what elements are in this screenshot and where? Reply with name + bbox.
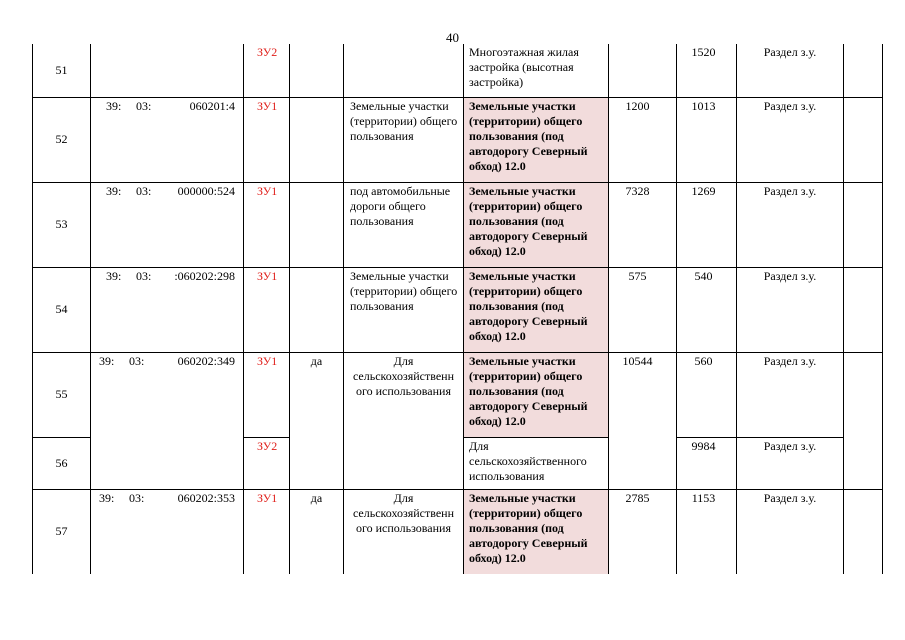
row-number: 54 [33, 267, 91, 352]
table-row [33, 182, 883, 267]
cadastral-district: 03: [136, 98, 152, 113]
zu-code: ЗУ2 [244, 44, 290, 97]
area-cell: 575 [609, 267, 677, 352]
cadastral-number-cell [91, 97, 244, 182]
cadastral-block: 060202:349 [177, 353, 235, 368]
flag-cell: да [290, 489, 344, 574]
cadastral-block: 060201:4 [189, 98, 235, 113]
row-number: 52 [33, 97, 91, 182]
row-number: 51 [33, 44, 91, 97]
cadastral-region: 39: [106, 268, 122, 283]
category-cell: под автомобильные дороги общего пользования [344, 182, 464, 267]
zu-code: ЗУ1 [244, 97, 290, 182]
row-number: 57 [33, 489, 91, 574]
table-row [33, 267, 883, 352]
category-cell: Для сельскохозяйственн ого использования [344, 489, 464, 574]
empty-cell [844, 97, 883, 182]
cadastral-number-cell [91, 44, 244, 97]
area-cell: 10544 [609, 352, 677, 489]
cadastral-region: 39: [106, 183, 122, 198]
cadastral-district: 03: [136, 268, 152, 283]
area-cell: 1200 [609, 97, 677, 182]
category-cell [344, 44, 464, 97]
permitted-use: Земельные участки (территории) общего пользования (под автодорогу Северный обход) 12.0 [464, 182, 609, 267]
note: Раздел з.у. [737, 437, 844, 489]
cadastral-district: 03: [129, 353, 145, 368]
cadastral-region: 39: [99, 353, 115, 368]
cadastral-region: 39: [99, 490, 115, 505]
note: Раздел з.у. [737, 489, 844, 574]
empty-cell [844, 182, 883, 267]
cadastral-number-cell [91, 182, 244, 267]
cadastral-number-cell [91, 352, 244, 489]
permitted-use: Земельные участки (территории) общего пользования (под автодорогу Северный обход) 12.0 [464, 352, 609, 437]
note: Раздел з.у. [737, 182, 844, 267]
permitted-use: Земельные участки (территории) общего пользования (под автодорогу Северный обход) 12.0 [464, 489, 609, 574]
category-cell: Земельные участки (территории) общего пользования [344, 97, 464, 182]
area-cell: 2785 [609, 489, 677, 574]
table-row [33, 489, 883, 574]
new-area: 560 [677, 352, 737, 437]
cadastral-region: 39: [106, 98, 122, 113]
land-plots-table [32, 44, 883, 574]
page-number: 40 [446, 30, 459, 45]
permitted-use: Многоэтажная жилая застройка (высотная застройка) [464, 44, 609, 97]
permitted-use: Для сельскохозяйственного использования [464, 437, 609, 489]
table-row [33, 44, 883, 97]
row-number: 53 [33, 182, 91, 267]
new-area: 540 [677, 267, 737, 352]
new-area: 9984 [677, 437, 737, 489]
note: Раздел з.у. [737, 44, 844, 97]
flag-cell [290, 44, 344, 97]
cadastral-district: 03: [136, 183, 152, 198]
flag-cell [290, 267, 344, 352]
note: Раздел з.у. [737, 267, 844, 352]
cadastral-block: :060202:298 [174, 268, 235, 283]
cadastral-block: 000000:524 [177, 183, 235, 198]
flag-cell [290, 182, 344, 267]
empty-cell [844, 352, 883, 489]
empty-cell [844, 44, 883, 97]
permitted-use: Земельные участки (территории) общего пользования (под автодорогу Северный обход) 12.0 [464, 267, 609, 352]
permitted-use: Земельные участки (территории) общего пользования (под автодорогу Северный обход) 12.0 [464, 97, 609, 182]
category-cell: Для сельскохозяйственн ого использования [344, 352, 464, 489]
note: Раздел з.у. [737, 97, 844, 182]
zu-code: ЗУ1 [244, 489, 290, 574]
flag-cell: да [290, 352, 344, 489]
flag-cell [290, 97, 344, 182]
new-area: 1520 [677, 44, 737, 97]
row-number: 56 [33, 437, 91, 489]
zu-code: ЗУ2 [244, 437, 290, 489]
cadastral-district: 03: [129, 490, 145, 505]
note: Раздел з.у. [737, 352, 844, 437]
cadastral-number-cell [91, 489, 244, 574]
table-row [33, 352, 883, 437]
zu-code: ЗУ1 [244, 267, 290, 352]
new-area: 1013 [677, 97, 737, 182]
cadastral-block: 060202:353 [177, 490, 235, 505]
empty-cell [844, 267, 883, 352]
new-area: 1269 [677, 182, 737, 267]
area-cell: 7328 [609, 182, 677, 267]
empty-cell [844, 489, 883, 574]
category-cell: Земельные участки (территории) общего пользования [344, 267, 464, 352]
zu-code: ЗУ1 [244, 352, 290, 437]
zu-code: ЗУ1 [244, 182, 290, 267]
cadastral-number-cell [91, 267, 244, 352]
new-area: 1153 [677, 489, 737, 574]
area-cell [609, 44, 677, 97]
table-row [33, 97, 883, 182]
row-number: 55 [33, 352, 91, 437]
